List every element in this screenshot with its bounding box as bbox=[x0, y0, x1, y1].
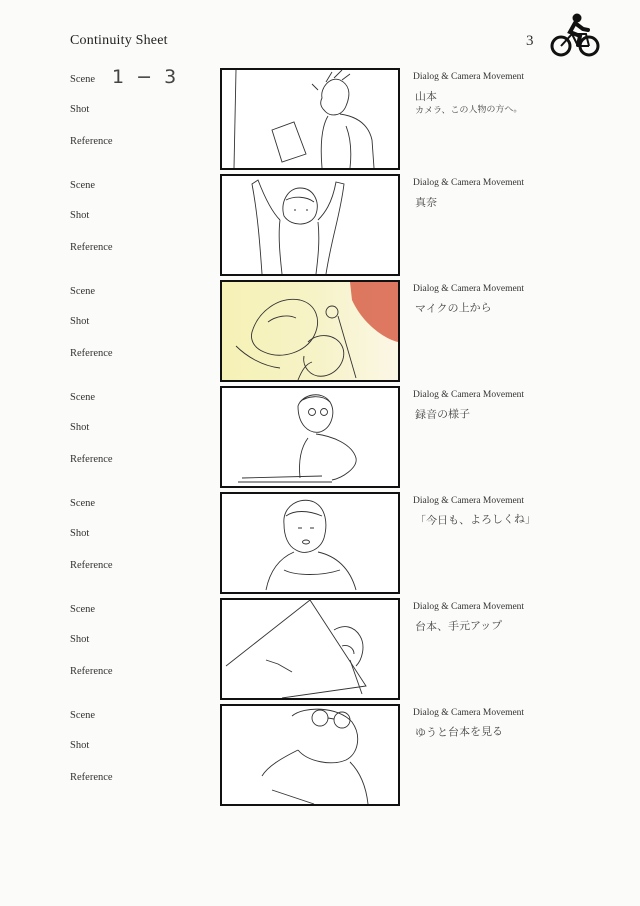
cyclist-icon bbox=[550, 12, 600, 58]
note-line: 山本 bbox=[414, 90, 437, 104]
reference-label: Reference bbox=[70, 242, 113, 253]
note-line: マイクの上から bbox=[414, 301, 492, 316]
shot-label: Shot bbox=[70, 422, 90, 433]
sketch-man-with-headphones bbox=[222, 388, 398, 486]
dialog-camera-label: Dialog & Camera Movement bbox=[413, 708, 525, 718]
sketch-man-with-paper bbox=[222, 70, 398, 168]
storyboard-frame bbox=[220, 598, 400, 700]
panel-row bbox=[0, 704, 640, 810]
dialog-camera-label: Dialog & Camera Movement bbox=[413, 390, 525, 400]
dialog-note bbox=[415, 405, 575, 423]
dialog-camera-label: Dialog & Camera Movement bbox=[413, 72, 525, 82]
storyboard-frame bbox=[220, 704, 400, 806]
shot-label: Shot bbox=[70, 634, 90, 645]
page-number: 3 bbox=[526, 33, 534, 49]
storyboard-frame bbox=[220, 492, 400, 594]
storyboard-frame bbox=[220, 174, 400, 276]
panel-row bbox=[0, 598, 640, 704]
dialog-camera-label: Dialog & Camera Movement bbox=[413, 284, 525, 294]
shot-label: Shot bbox=[70, 104, 90, 115]
reference-label: Reference bbox=[70, 136, 113, 147]
note-line: 真奈 bbox=[414, 196, 438, 210]
scene-label: Scene bbox=[70, 498, 96, 509]
scene-label: Scene bbox=[70, 710, 96, 721]
panel-row bbox=[0, 492, 640, 598]
scene-value: 1 − 3 bbox=[112, 66, 180, 88]
reference-label: Reference bbox=[70, 772, 113, 783]
scene-label: Scene bbox=[70, 392, 96, 403]
shot-label: Shot bbox=[70, 528, 90, 539]
reference-label: Reference bbox=[70, 666, 113, 677]
note-line: ゆうと台本を見る bbox=[414, 724, 504, 740]
dialog-camera-label: Dialog & Camera Movement bbox=[413, 178, 525, 188]
dialog-note bbox=[415, 723, 575, 741]
sketch-boy-talking bbox=[222, 494, 398, 592]
reference-label: Reference bbox=[70, 348, 113, 359]
scene-label: Scene bbox=[70, 74, 96, 85]
shot-label: Shot bbox=[70, 210, 90, 221]
scene-label: Scene bbox=[70, 286, 96, 297]
panel-row bbox=[0, 280, 640, 386]
dialog-camera-label: Dialog & Camera Movement bbox=[413, 602, 525, 612]
panel-row bbox=[0, 386, 640, 492]
note-line-2: カメラ、この人物の方へ。 bbox=[415, 104, 523, 117]
scene-label: Scene bbox=[70, 180, 96, 191]
storyboard-frame bbox=[220, 68, 400, 170]
panel-row bbox=[0, 68, 640, 174]
sketch-hand-holding-script bbox=[222, 600, 398, 698]
storyboard-frame bbox=[220, 280, 400, 382]
dialog-camera-label: Dialog & Camera Movement bbox=[413, 496, 525, 506]
reference-label: Reference bbox=[70, 454, 113, 465]
dialog-note bbox=[415, 617, 575, 635]
note-line: 録音の様子 bbox=[414, 407, 471, 422]
dialog-note bbox=[415, 511, 575, 529]
sketch-man-glasses-reading bbox=[222, 706, 398, 804]
sketch-child-arms-raised bbox=[222, 176, 398, 274]
dialog-note bbox=[415, 87, 575, 120]
reference-label: Reference bbox=[70, 560, 113, 571]
panel-row bbox=[0, 174, 640, 280]
note-line: 「今日も、よろしくね」 bbox=[414, 512, 537, 528]
storyboard-frame bbox=[220, 386, 400, 488]
shot-label: Shot bbox=[70, 316, 90, 327]
scene-label: Scene bbox=[70, 604, 96, 615]
dialog-note bbox=[415, 299, 575, 317]
dialog-note bbox=[415, 193, 575, 211]
sketch-overhead-two-figures bbox=[222, 282, 398, 380]
sheet-title: Continuity Sheet bbox=[70, 33, 168, 48]
note-line: 台本、手元アップ bbox=[414, 618, 503, 634]
shot-label: Shot bbox=[70, 740, 90, 751]
